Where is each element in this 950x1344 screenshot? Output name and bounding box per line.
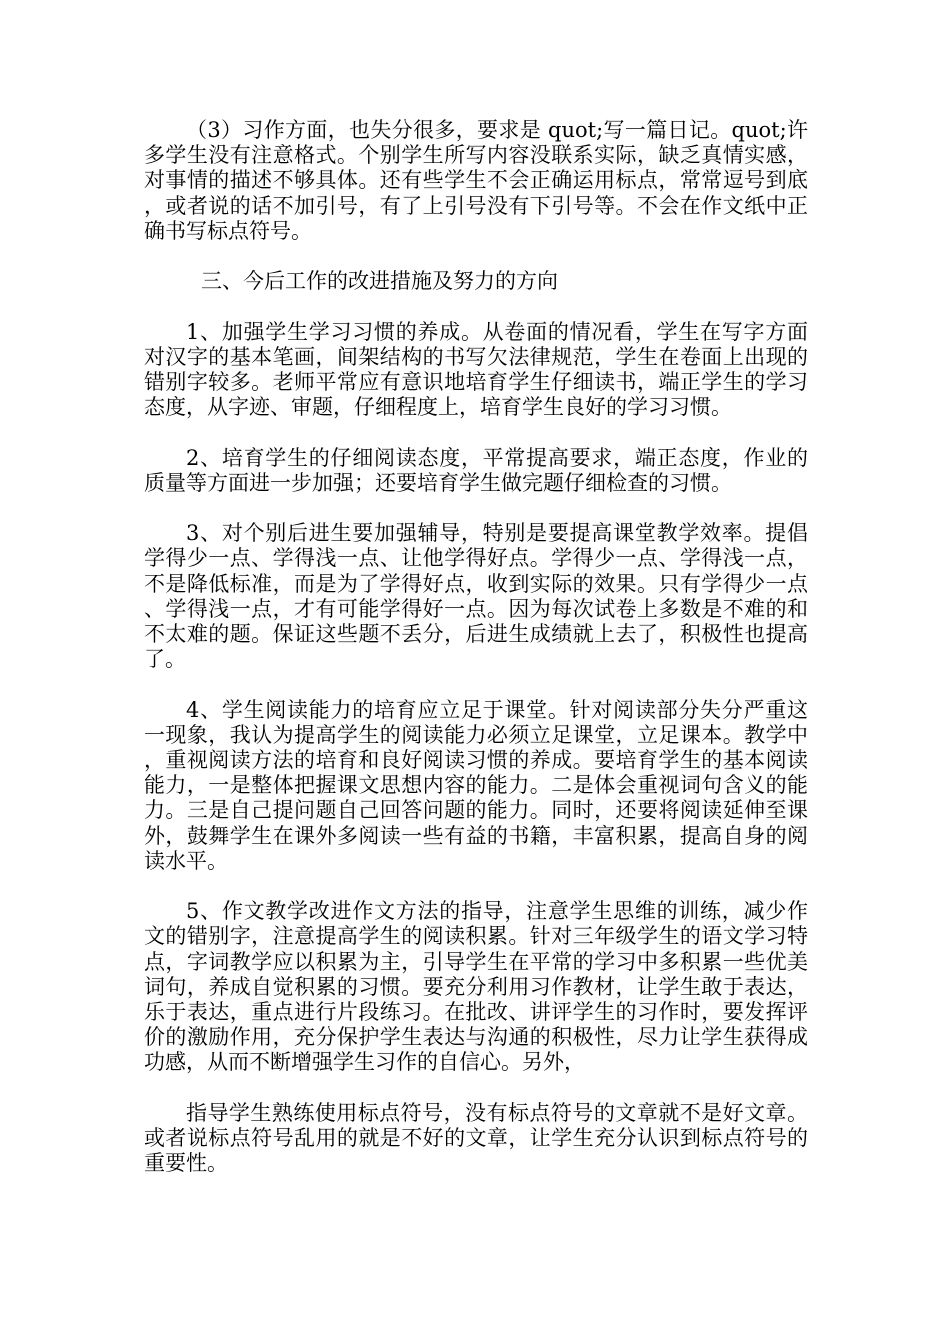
paragraph-item-2: 2、培育学生的仔细阅读态度，平常提高要求，端正态度，作业的质量等方面进一步加强；还要培育学生做完题仔细检查的习惯。 <box>144 445 808 495</box>
document-page <box>144 118 808 1202</box>
paragraph-item-3: 3、对个别后进生要加强辅导，特别是要提高课堂教学效率。提倡学得少一点、学得浅一点、让他学得好点。学得少一点、学得浅一点，不是降低标准，而是为了学得好点，收到实际的效果。只有学得少一点、学得浅一点，才有可能学得好一点。因为每次试卷上多数是不难的和不太难的题。保证这些题不丢分，后进生成绩就上去了，积极性也提高了。 <box>144 521 808 672</box>
paragraph-punctuation: 指导学生熟练使用标点符号，没有标点符号的文章就不是好文章。或者说标点符号乱用的就是不好的文章，让学生充分认识到标点符号的重要性。 <box>144 1100 808 1176</box>
paragraph-item-1: 1、加强学生学习习惯的养成。从卷面的情况看，学生在写字方面对汉字的基本笔画，间架结构的书写欠法律规范，学生在卷面上出现的错别字较多。老师平常应有意识地培育学生仔细读书，端正学生的学习态度，从字迹、审题，仔细程度上，培育学生良好的学习习惯。 <box>144 319 808 420</box>
paragraph-item-5: 5、作文教学改进作文方法的指导，注意学生思维的训练，减少作文的错别字，注意提高学生的阅读积累。针对三年级学生的语文学习特点，字词教学应以积累为主，引导学生在平常的学习中多积累一些优美词句，养成自觉积累的习惯。要充分利用习作教材，让学生敢于表达，乐于表达，重点进行片段练习。在批改、讲评学生的习作时，要发挥评价的激励作用，充分保护学生表达与沟通的积极性，尽力让学生获得成功感，从而不断增强学生习作的自信心。另外， <box>144 899 808 1075</box>
section-heading-improvements: 三、今后工作的改进措施及努力的方向 <box>201 269 558 294</box>
paragraph-item-4: 4、学生阅读能力的培育应立足于课堂。针对阅读部分失分严重这一现象，我认为提高学生的阅读能力必须立足课堂，立足课本。教学中，重视阅读方法的培育和良好阅读习惯的养成。要培育学生的基本阅读能力，一是整体把握课文思想内容的能力。二是体会重视词句含义的能力。三是自己提问题自己回答问题的能力。同时，还要将阅读延伸至课外，鼓舞学生在课外多阅读一些有益的书籍，丰富积累，提高自身的阅读水平。 <box>144 697 808 873</box>
paragraph-composition-issues: （3）习作方面，也失分很多，要求是 quot;写一篇日记。quot;许多学生没有注意格式。个别学生所写内容没联系实际，缺乏真情实感，对事情的描述不够具体。还有些学生不会正确运用标点，常常逗号到底，或者说的话不加引号，有了上引号没有下引号等。不会在作文纸中正确书写标点符号。 <box>144 118 808 243</box>
